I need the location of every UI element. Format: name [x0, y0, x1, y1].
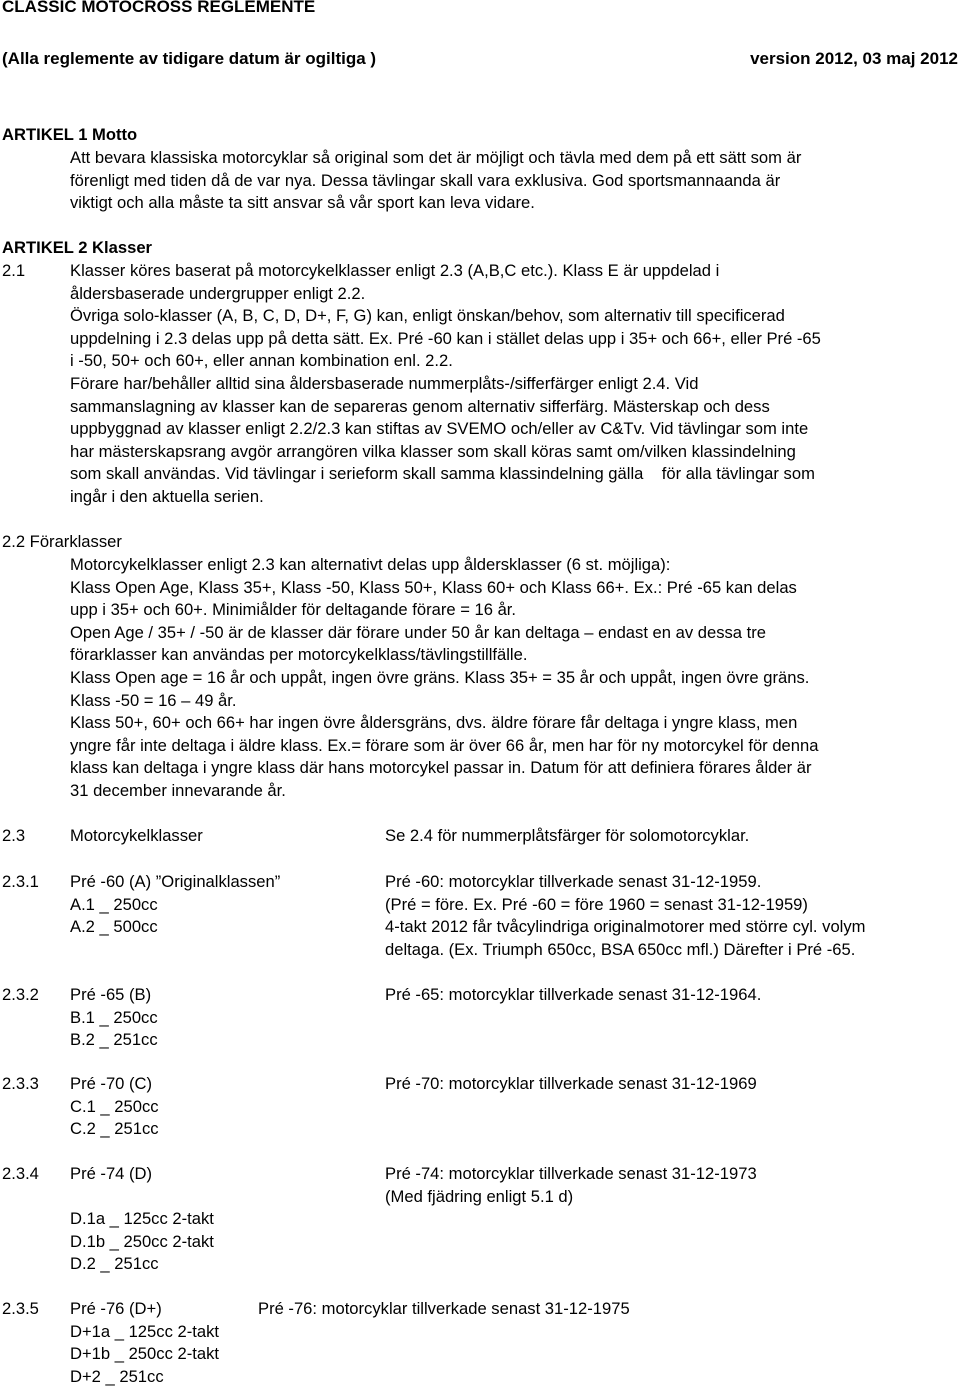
section-2-3-2-number: 2.3.2 [2, 985, 39, 1004]
text-line: Övriga solo-klasser (A, B, C, D, D+, F, G) kan, enligt önskan/behov, som alternativ till specificerad [70, 306, 785, 326]
text-line: yngre får inte deltaga i äldre klass. Ex.= förare som är över 66 år, men har för ny motorcykel för denna [70, 735, 819, 755]
class-line: C.1 _ 250cc [70, 1096, 159, 1116]
section-2-3-number: 2.3 [2, 826, 26, 845]
section-2-3-4-description [385, 1163, 757, 1208]
section-2-3-2-classes [70, 984, 158, 1052]
text-line: 31 december innevarande år. [70, 780, 286, 800]
text-line: som skall användas. Vid tävlingar i serieform skall samma klassindelning gälla för alla tävlingar som [70, 464, 815, 484]
class-line: C.2 _ 251cc [70, 1119, 159, 1139]
text-line: Att bevara klassiska motorcyklar så original som det är möjligt och tävla med dem på ett sätt som är [70, 148, 802, 167]
section-2-3-3-classes [70, 1073, 159, 1141]
text-line: Klass 50+, 60+ och 66+ har ingen övre åldersgräns, dvs. äldre förare får deltaga i yngre klass, men [70, 713, 798, 733]
class-line: D.1b _ 250cc 2-takt [70, 1231, 214, 1251]
text-line: sammanslagning av klasser kan de separeras genom alternativ sifferfärg. Mästerskap och dess [70, 396, 770, 416]
text-line: Klass Open Age, Klass 35+, Klass -50, Klass 50+, Klass 60+ och Klass 66+. Ex.: Pré -65 kan delas [70, 577, 797, 597]
section-2-3-3-number: 2.3.3 [2, 1074, 39, 1093]
section-2-3-1-classes [70, 871, 280, 939]
section-2-3-4-classes [70, 1163, 214, 1276]
desc-line: Pré -60: motorcyklar tillverkade senast 31-12-1959. [385, 872, 762, 891]
desc-line: deltaga. (Ex. Triumph 650cc, BSA 650cc mfl.) Därefter i Pré -65. [385, 939, 856, 959]
desc-line: (Med fjädring enligt 5.1 d) [385, 1186, 574, 1206]
document-version: version 2012, 03 maj 2012 [750, 49, 958, 68]
class-line: D.2 _ 251cc [70, 1254, 159, 1274]
text-line: Klass -50 = 16 – 49 år. [70, 690, 237, 710]
text-line: Förare har/behåller alltid sina åldersbaserade nummerplåts-/sifferfärger enligt 2.4. Vid [70, 373, 699, 393]
document-subtitle: (Alla reglemente av tidigare datum är ogiltiga ) [2, 49, 377, 68]
desc-line: Pré -65: motorcyklar tillverkade senast 31-12-1964. [385, 985, 762, 1004]
class-line: Pré -60 (A) ”Originalklassen” [70, 872, 281, 891]
class-line: B.1 _ 250cc [70, 1007, 158, 1027]
text-line: Klass Open age = 16 år och uppåt, ingen övre gräns. Klass 35+ = 35 år och uppåt, ingen övre gräns. [70, 667, 810, 687]
section-2-1-text [70, 260, 821, 509]
section-2-3-2-description [385, 984, 761, 1007]
text-line: Klasser köres baserat på motorcykelklasser enligt 2.3 (A,B,C etc.). Klass E är uppdelad i [70, 261, 720, 280]
section-2-3-4-number: 2.3.4 [2, 1164, 39, 1183]
desc-line: 4-takt 2012 får tvåcylindriga originalmotorer med större cyl. volym [385, 917, 866, 937]
text-line: upp i 35+ och 60+. Minimiålder för deltagande förare = 16 år. [70, 600, 517, 620]
section-2-1-number: 2.1 [2, 261, 26, 280]
text-line: Motorcykelklasser enligt 2.3 kan alternativt delas upp åldersklasser (6 st. möjliga): [70, 555, 671, 574]
article-1-heading: ARTIKEL 1 Motto [2, 125, 138, 144]
section-2-2-text [70, 554, 818, 803]
section-2-3-1-number: 2.3.1 [2, 872, 39, 891]
desc-line: (Pré = före. Ex. Pré -60 = före 1960 = senast 31-12-1959) [385, 894, 808, 914]
text-line: i -50, 50+ och 60+, eller annan kombination enl. 2.2. [70, 351, 453, 371]
class-line: Pré -70 (C) [70, 1074, 153, 1093]
section-2-3-3-description [385, 1073, 757, 1096]
class-line: D.1a _ 125cc 2-takt [70, 1209, 214, 1229]
text-line: uppbyggnad av klasser enligt 2.2/2.3 kan stiftas av SVEMO och/eller av C&Tv. Vid tävlingar som inte [70, 419, 809, 439]
class-line: D+1b _ 250cc 2-takt [70, 1344, 219, 1364]
section-2-3-label: Motorcykelklasser [70, 826, 203, 845]
desc-line: Pré -74: motorcyklar tillverkade senast 31-12-1973 [385, 1164, 757, 1183]
section-2-3-note: Se 2.4 för nummerplåtsfärger för solomotorcyklar. [385, 826, 750, 845]
text-line: Open Age / 35+ / -50 är de klasser där förare under 50 år kan deltaga – endast en av dessa tre [70, 622, 766, 642]
text-line: viktigt och alla måste ta sitt ansvar så vår sport kan leva vidare. [70, 193, 535, 213]
text-line: förenligt med tiden då de var nya. Dessa tävlingar skall vara exklusiva. God sportsmannaanda är [70, 170, 781, 190]
text-line: ingår i den aktuella serien. [70, 486, 264, 506]
class-line: Pré -76 (D+) [70, 1299, 162, 1318]
article-2-heading: ARTIKEL 2 Klasser [2, 238, 153, 257]
class-line: B.2 _ 251cc [70, 1030, 158, 1050]
text-line: har mästerskapsrang avgör arrangören vilka klasser som skall köras samt om/vilken klassindelning [70, 441, 796, 461]
class-line: Pré -65 (B) [70, 985, 152, 1004]
class-line: A.1 _ 250cc [70, 894, 158, 914]
class-line [70, 1186, 214, 1209]
class-line: A.2 _ 500cc [70, 917, 158, 937]
class-line: Pré -74 (D) [70, 1164, 153, 1183]
class-line: D+1a _ 125cc 2-takt [70, 1321, 219, 1341]
section-2-3-5-number: 2.3.5 [2, 1299, 39, 1318]
text-line: klass kan deltaga i yngre klass där hans motorcykel passar in. Datum för att definiera förares ålder är [70, 758, 812, 778]
class-line: D+2 _ 251cc [70, 1366, 164, 1386]
text-line: uppdelning i 2.3 delas upp på detta sätt. Ex. Pré -60 kan i stället delas upp i 35+ och 66+, eller Pré -65 [70, 328, 821, 348]
text-line: åldersbaserade undergrupper enligt 2.2. [70, 283, 366, 303]
article-1-text [70, 147, 801, 215]
section-2-2-heading: 2.2 Förarklasser [2, 532, 122, 551]
section-2-3-5-description: Pré -76: motorcyklar tillverkade senast 31-12-1975 [258, 1299, 630, 1318]
text-line: förarklasser kan användas per motorcykelklass/tävlingstillfälle. [70, 645, 528, 665]
document-title: CLASSIC MOTOCROSS REGLEMENTE [2, 0, 316, 16]
section-2-3-1-description [385, 871, 865, 961]
desc-line: Pré -70: motorcyklar tillverkade senast 31-12-1969 [385, 1074, 757, 1093]
section-2-3-5-classes [70, 1298, 219, 1388]
